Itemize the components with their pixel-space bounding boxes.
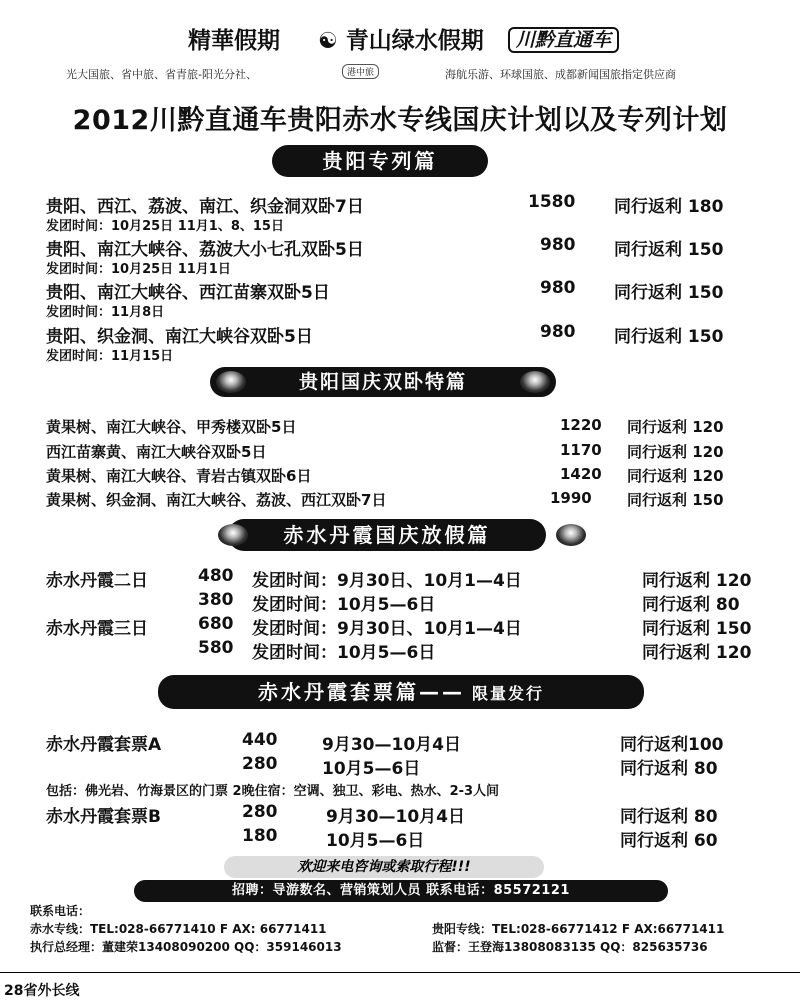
tour-rebate: 同行返利 120 [642,571,752,591]
route-rebate: 同行返利 120 [627,418,724,436]
ticket-price: 440 [242,730,278,750]
section-banner-ticket-package [158,675,644,709]
route-price: 1420 [560,465,602,483]
ticket-date: 10月5—6日 [326,831,425,851]
ticket-name: 赤水丹霞套票B [46,807,161,827]
brand-logo-jinghua: 精華假期 [188,28,280,54]
route-date: 发团时间：11月8日 [46,305,165,320]
brand-logo-qingshan [318,22,484,62]
tour-rebate: 同行返利 80 [642,595,740,615]
route-date: 发团时间：11月15日 [46,349,174,364]
banner-main-text: 赤水丹霞套票篇—— [258,680,465,704]
route-date: 发团时间：10月25日 11月1日 [46,262,231,277]
truck-logo: 川黔直通车 [508,27,619,53]
agency-list-right: 海航乐游、环球国旅、成都新闻国旅指定供应商 [445,68,676,81]
swirl-icon: ☯ [318,29,338,54]
route-price: 1990 [550,489,592,507]
tour-rebate: 同行返利 120 [642,643,752,663]
ticket-name: 赤水丹霞套票A [46,735,162,755]
ticket-date: 10月5—6日 [322,759,421,779]
route-price: 980 [540,278,576,298]
section-banner-guiyang-special: 贵阳专列篇 [272,145,488,177]
tour-rebate: 同行返利 150 [642,619,752,639]
tour-price: 580 [198,638,234,658]
tour-date: 发团时间：9月30日、10月1—4日 [252,619,522,639]
tour-name: 赤水丹霞二日 [46,571,148,591]
brand-qingshan-text: 青山绿水假期 [345,28,484,54]
recruitment-bar: 招聘：导游数名、营销策划人员 联系电话：85572121 [134,880,668,902]
page-footer: 28省外长线 [4,983,80,999]
route-rebate: 同行返利 150 [614,327,724,347]
route-rebate: 同行返利 120 [627,467,724,485]
route-name: 黄果树、南江大峡谷、青岩古镇双卧6日 [46,467,312,485]
section-banner-national-day: 贵阳国庆双卧特篇 [210,367,556,397]
route-date: 发团时间：10月25日 11月1、8、15日 [46,219,284,234]
route-name: 黄果树、织金洞、南江大峡谷、荔波、西江双卧7日 [46,491,387,509]
agency-list-left: 光大国旅、省中旅、省青旅-阳光分社、 [66,68,257,81]
partner-badge: 港中旅 [342,64,379,79]
route-price: 980 [540,322,576,342]
ticket-rebate: 同行返利 80 [620,807,718,827]
welcome-slogan: 欢迎来电咨询或索取行程!!! [224,856,544,878]
section-banner-chishui-holiday: 赤水丹霞国庆放假篇 [228,519,546,551]
route-rebate: 同行返利 150 [614,283,724,303]
tour-date: 发团时间：9月30日、10月1—4日 [252,571,522,591]
ticket-date: 9月30—10月4日 [326,807,465,827]
footer-divider [0,972,800,973]
chishui-hotline: 赤水专线：TEL:028-66771410 F AX: 66771411 [30,922,327,936]
route-name: 贵阳、织金洞、南江大峡谷双卧5日 [46,327,313,347]
route-name: 黄果树、南江大峡谷、甲秀楼双卧5日 [46,418,297,436]
route-name: 贵阳、西江、荔波、南江、织金洞双卧7日 [46,197,364,217]
ticket-rebate: 同行返利 60 [620,831,718,851]
route-price: 1580 [528,192,576,212]
route-price: 980 [540,235,576,255]
brand-logo-chuanqian [508,26,619,54]
route-name: 贵阳、南江大峡谷、荔波大小七孔双卧5日 [46,240,364,260]
ticket-date: 9月30—10月4日 [322,735,461,755]
tour-price: 680 [198,614,234,634]
route-rebate: 同行返利 150 [614,240,724,260]
ticket-price: 180 [242,826,278,846]
manager-contact: 执行总经理：董建荣13408090200 QQ：359146013 [30,940,342,954]
tour-price: 480 [198,566,234,586]
route-price: 1170 [560,441,602,459]
orb-icon [216,371,246,393]
ticket-rebate: 同行返利 80 [620,759,718,779]
route-name: 贵阳、南江大峡谷、西江苗寨双卧5日 [46,283,330,303]
banner-limited-text: 限量发行 [471,684,544,703]
contact-label: 联系电话： [30,904,91,918]
route-rebate: 同行返利 120 [627,443,724,461]
ticket-price: 280 [242,754,278,774]
ticket-price: 280 [242,802,278,822]
route-rebate: 同行返利 180 [614,197,724,217]
supervisor-contact: 监督：王登海13808083135 QQ：825635736 [432,940,708,954]
tour-name: 赤水丹霞三日 [46,619,148,639]
tour-price: 380 [198,590,234,610]
tour-date: 发团时间：10月5—6日 [252,595,436,615]
tour-date: 发团时间：10月5—6日 [252,643,436,663]
guiyang-hotline: 贵阳专线：TEL:028-66771412 F AX:66771411 [432,922,725,936]
orb-icon [556,524,586,546]
route-name: 西江苗寨黄、南江大峡谷双卧5日 [46,443,267,461]
ticket-rebate: 同行返利100 [620,735,724,755]
route-rebate: 同行返利 150 [627,491,724,509]
orb-icon [218,524,248,546]
orb-icon [520,371,550,393]
route-price: 1220 [560,416,602,434]
ticket-includes: 包括：佛光岩、竹海景区的门票 2晚住宿：空调、独卫、彩电、热水、2-3人间 [46,784,500,799]
page-title: 2012川黔直通车贵阳赤水专线国庆计划以及专列计划 [72,105,728,136]
